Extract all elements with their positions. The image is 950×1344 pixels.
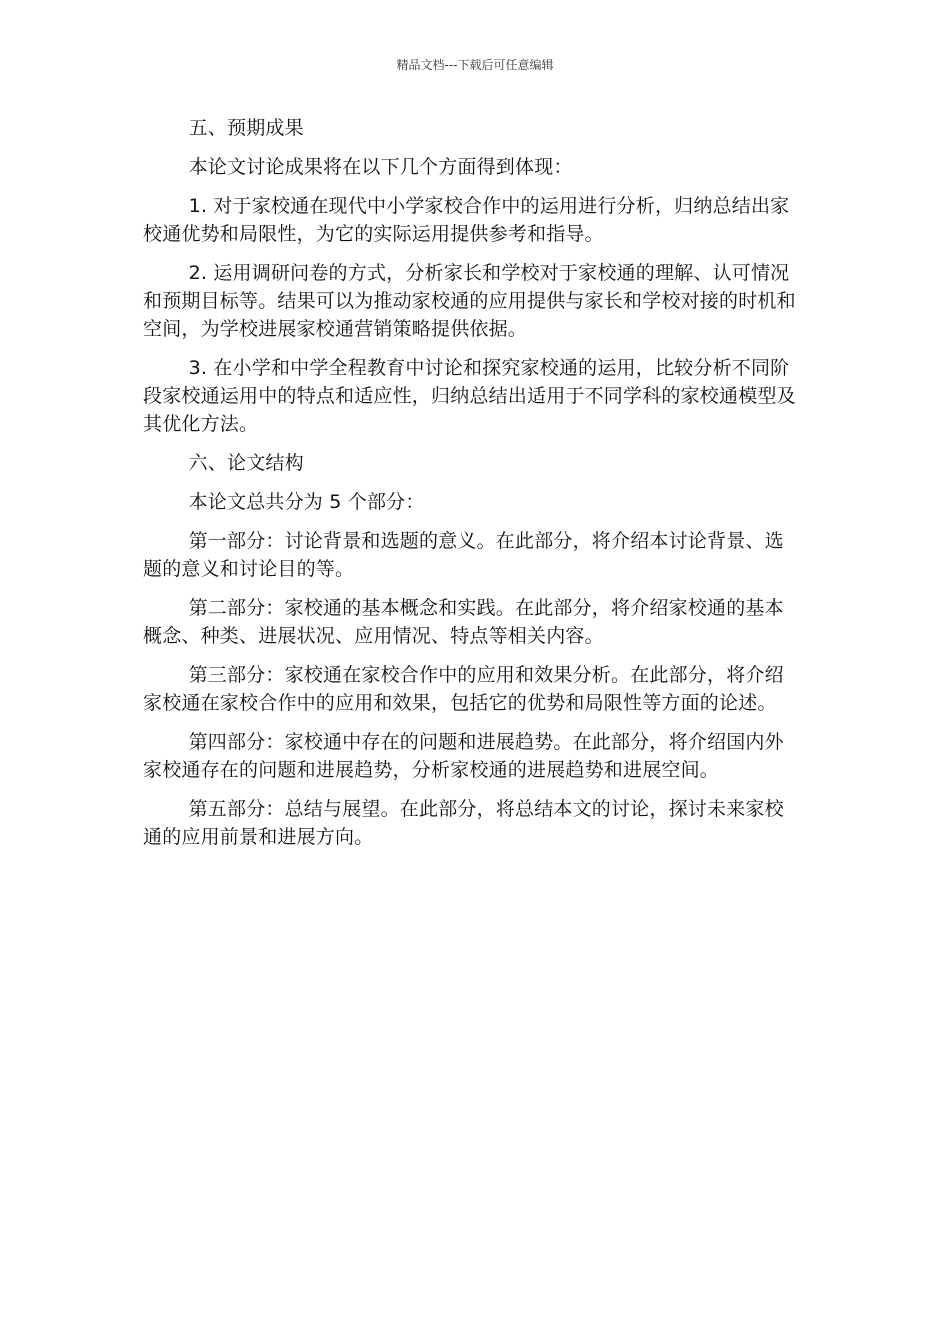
part-description: 第五部分：总结与展望。在此部分，将总结本文的讨论，探讨未来家校通的应用前景和进展方向。	[143, 798, 784, 848]
section-heading-expected-results: 五、预期成果	[188, 117, 304, 139]
part-description: 第二部分：家校通的基本概念和实践。在此部分，将介绍家校通的基本概念、种类、进展状况、应用情况、特点等相关内容。	[143, 597, 784, 647]
list-item: 2. 运用调研问卷的方式，分析家长和学校对于家校通的理解、认可情况和预期目标等。结果可以为推动家校通的应用提供与家长和学校对接的时机和空间，为学校进展家校通营销策略提供依据。	[143, 262, 796, 340]
part-description: 第四部分：家校通中存在的问题和进展趋势。在此部分，将介绍国内外家校通存在的问题和进展趋势，分析家校通的进展趋势和进展空间。	[143, 731, 784, 781]
document-body	[143, 114, 798, 862]
page-header: 精品文档---下载后可任意编辑	[396, 58, 554, 72]
part-description: 第一部分：讨论背景和选题的意义。在此部分，将介绍本讨论背景、选题的意义和讨论目的等。	[143, 530, 784, 580]
section-heading-thesis-structure: 六、论文结构	[188, 452, 304, 474]
part-description: 第三部分：家校通在家校合作中的应用和效果分析。在此部分，将介绍家校通在家校合作中的应用和效果，包括它的优势和局限性等方面的论述。	[143, 664, 784, 714]
paragraph: 本论文总共分为 5 个部分：	[188, 491, 425, 513]
list-item: 1. 对于家校通在现代中小学家校合作中的运用进行分析，归纳总结出家校通优势和局限性，为它的实际运用提供参考和指导。	[143, 195, 790, 245]
list-item: 3. 在小学和中学全程教育中讨论和探究家校通的运用，比较分析不同阶段家校通运用中的特点和适应性，归纳总结出适用于不同学科的家校通模型及其优化方法。	[143, 357, 796, 435]
paragraph: 本论文讨论成果将在以下几个方面得到体现：	[188, 156, 573, 178]
